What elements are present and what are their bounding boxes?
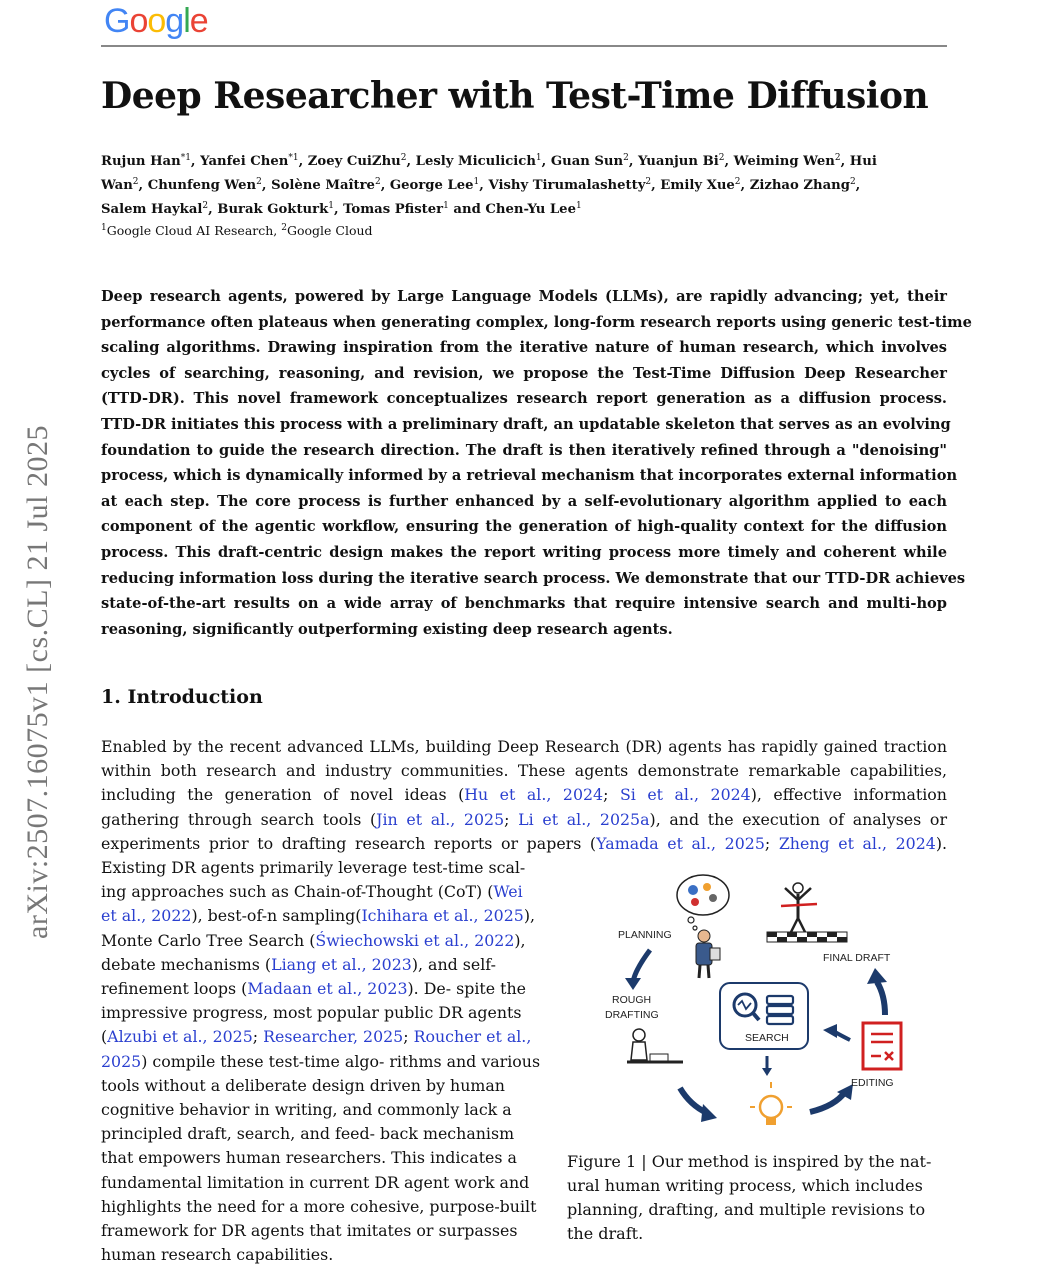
text-line: experiments prior to drafting research reports or papers (Yamada et al., 2025; Zheng et al., 2024).: [101, 833, 948, 853]
text-line: Existing DR agents primarily leverage test-time scal-: [101, 858, 526, 877]
intro-paragraph: [101, 735, 947, 856]
abstract-line: (TTD-DR). This novel framework conceptualizes research report generation as a diffusion process.: [101, 390, 947, 408]
figure-caption: [567, 1150, 951, 1246]
intro-column-paragraph: [101, 856, 543, 1267]
figure-1: [595, 870, 955, 1145]
abstract-line: reasoning, significantly outperforming existing deep research agents.: [101, 620, 673, 638]
logo-letter: o: [147, 2, 166, 40]
abstract-line: foundation to guide the research direction. The draft is then iteratively refined through a "denoising": [101, 441, 947, 459]
abstract-line: process, which is dynamically informed by a retrieval mechanism that incorporates external information: [101, 467, 958, 485]
text-line: This indicates a fundamental limitation in current: [101, 1148, 517, 1192]
planning-label: PLANNING: [618, 929, 672, 941]
text-line: ing approaches such as Chain-of-Thought (CoT) (Wei: [101, 882, 523, 902]
abstract: [101, 284, 972, 642]
text-line: commonly lack a principled draft, search, and feed-: [101, 1100, 512, 1144]
abstract-line: scaling algorithms. Drawing inspiration from the iterative nature of human research, which involves: [101, 339, 947, 357]
text-line: rithms and various tools without a deliberate design: [101, 1051, 541, 1095]
logo-letter: l: [183, 2, 190, 40]
book-stack-icon: [767, 996, 793, 1024]
finish-line-icon: [767, 883, 847, 942]
caption-line: planning, drafting, and multiple revisions to: [567, 1200, 926, 1219]
arrow-icon: [877, 982, 885, 1015]
paper-title: Deep Researcher with Test-Time Diffusion: [101, 75, 929, 117]
text-line: including the generation of novel ideas (Hu et al., 2024; Si et al., 2024), effective information: [101, 785, 947, 805]
arrow-icon: [633, 950, 650, 982]
text-line: 2025), Monte Carlo Tree Search (Świechowski et al.,: [101, 906, 535, 950]
logo-letter: g: [165, 2, 184, 40]
abstract-line: component of the agentic workflow, ensuring the generation of high-quality context for the diffusion: [101, 518, 947, 536]
arrowhead-icon: [867, 968, 887, 984]
text-line: DR agents (Alzubi et al., 2025; Researcher, 2025;: [101, 1003, 522, 1047]
text-line: imitates or surpasses human research capabilities.: [101, 1221, 518, 1265]
citation-link[interactable]: Świechowski et al.,: [315, 930, 470, 950]
section-heading: 1. Introduction: [101, 686, 263, 708]
abstract-line: Deep research agents, powered by Large Language Models (LLMs), are rapidly advancing; yet, their: [101, 288, 947, 305]
logo-letter: e: [189, 2, 208, 40]
author-line: Wan$^2$, Chunfeng Wen$^2$, Solène Maître$^2$, George Lee$^1$, Vishy Tirumalashetty$^2$, Emily Xue$^2$, Zizhao Zhang$^2$,: [101, 177, 861, 193]
author-list: [101, 150, 947, 222]
rough-label-2: DRAFTING: [605, 1009, 659, 1021]
text-line: spite the impressive progress, most popular public: [101, 979, 526, 1023]
citation-link[interactable]: Madaan et al., 2023: [247, 979, 408, 999]
edit-document-icon: [863, 1023, 901, 1069]
logo-letter: G: [104, 2, 130, 40]
citation-link[interactable]: Roucher et al., 2025: [101, 1027, 532, 1071]
arrowhead-icon: [701, 1104, 717, 1122]
arrowhead-icon: [625, 978, 641, 990]
text-line: cohesive, purpose-built framework for DR agents that: [101, 1196, 537, 1241]
citation-link[interactable]: 2022: [474, 930, 515, 950]
abstract-line: cycles of searching, reasoning, and revision, we propose the Test-Time Diffusion Deep Researcher: [101, 364, 947, 382]
citation-link[interactable]: 2025: [483, 906, 524, 926]
arrowhead-icon: [823, 1024, 837, 1038]
citation-link[interactable]: Li et al., 2025a: [518, 809, 650, 829]
text-line: gathering through search tools (Jin et al., 2025; Li et al., 2025a), and the execution of analyses or: [101, 809, 947, 829]
citation-link[interactable]: Yamada et al., 2025: [596, 833, 765, 853]
writing-process-diagram: [595, 870, 955, 1145]
author-line: Rujun Han$^{*1}$, Yanfei Chen$^{*1}$, Zoey CuiZhu$^2$, Lesly Miculicich$^1$, Guan Sun$^2$, Yuanjun Bi$^2$, Weiming Wen$^2$, Hui: [101, 153, 877, 169]
editing-label: EDITING: [851, 1077, 894, 1089]
caption-line: the draft.: [567, 1224, 644, 1243]
arrow-icon: [835, 1032, 850, 1040]
citation-link[interactable]: Hu et al., 2024: [464, 785, 604, 805]
lightbulb-icon: [750, 1082, 792, 1125]
writing-person-icon: [627, 1029, 683, 1062]
text-line: et al., 2022), best-of-n sampling(Ichihara et al.,: [101, 906, 479, 926]
citation-link[interactable]: Zheng et al., 2024: [778, 833, 936, 853]
citation-link[interactable]: Jin et al., 2025: [376, 809, 505, 829]
text-line: DR agent work and highlights the need for a more: [101, 1172, 530, 1216]
final-draft-label: FINAL DRAFT: [823, 952, 891, 964]
planning-person-icon: [696, 930, 720, 978]
arrowhead-icon: [762, 1068, 772, 1076]
abstract-line: state-of-the-art results on a wide array of benchmarks that require intensive search and multi-hop: [101, 595, 947, 613]
citation-link[interactable]: Wei: [493, 882, 523, 902]
citation-link[interactable]: Researcher, 2025: [263, 1027, 404, 1047]
text-line: Roucher et al., 2025) compile these test-time algo-: [101, 1027, 532, 1071]
abstract-line: at each step. The core process is further enhanced by a self-evolutionary algorithm applied to each: [101, 492, 947, 510]
abstract-line: performance often plateaus when generating complex, long-form research reports using generic test-time: [101, 313, 972, 331]
abstract-line: TTD-DR initiates this process with a preliminary draft, an updatable skeleton that serves as an evolving: [101, 415, 951, 433]
search-label: SEARCH: [745, 1032, 789, 1044]
affiliations: $^1$Google Cloud AI Research, $^2$Google Cloud: [101, 223, 373, 238]
thought-cloud-icon: [677, 875, 729, 930]
citation-link[interactable]: Alzubi et al., 2025: [107, 1027, 253, 1047]
arxiv-identifier: arXiv:2507.16075v1 [cs.CL] 21 Jul 2025: [21, 425, 54, 939]
abstract-line: process. This draft-centric design makes the report writing process more timely and coherent while: [101, 543, 947, 561]
caption-line: ural human writing process, which includes: [567, 1176, 923, 1195]
text-line: back mechanism that empowers human researchers.: [101, 1124, 515, 1168]
google-logo: [104, 2, 208, 41]
abstract-line: reducing information loss during the iterative search process. We demonstrate that our TTD-DR achieves: [101, 569, 966, 587]
text-line: driven by human cognitive behavior in writing, and: [101, 1075, 505, 1120]
arrow-icon: [810, 1092, 845, 1112]
text-line: within both research and industry communities. These agents demonstrate remarkable capabilities,: [101, 761, 947, 781]
text-line: self-refinement loops (Madaan et al., 2023). De-: [101, 954, 496, 999]
logo-letter: o: [129, 2, 148, 40]
text-line: 2022), debate mechanisms (Liang et al., 2023), and: [101, 930, 526, 974]
author-line: Salem Haykal$^2$, Burak Gokturk$^1$, Tomas Pfister$^1$ and Chen-Yu Lee$^1$: [101, 201, 582, 217]
header-rule: [101, 45, 947, 47]
citation-link[interactable]: Liang et al., 2023: [271, 954, 412, 974]
citation-link[interactable]: et al., 2022: [101, 906, 192, 926]
citation-link[interactable]: Ichihara et al.,: [361, 906, 479, 926]
rough-label-1: ROUGH: [612, 994, 652, 1006]
citation-link[interactable]: Si et al., 2024: [619, 785, 751, 805]
text-line: Enabled by the recent advanced LLMs, building Deep Research (DR) agents has rapidly gained traction: [101, 737, 947, 756]
caption-line: Figure 1 | Our method is inspired by the nat-: [567, 1152, 932, 1171]
